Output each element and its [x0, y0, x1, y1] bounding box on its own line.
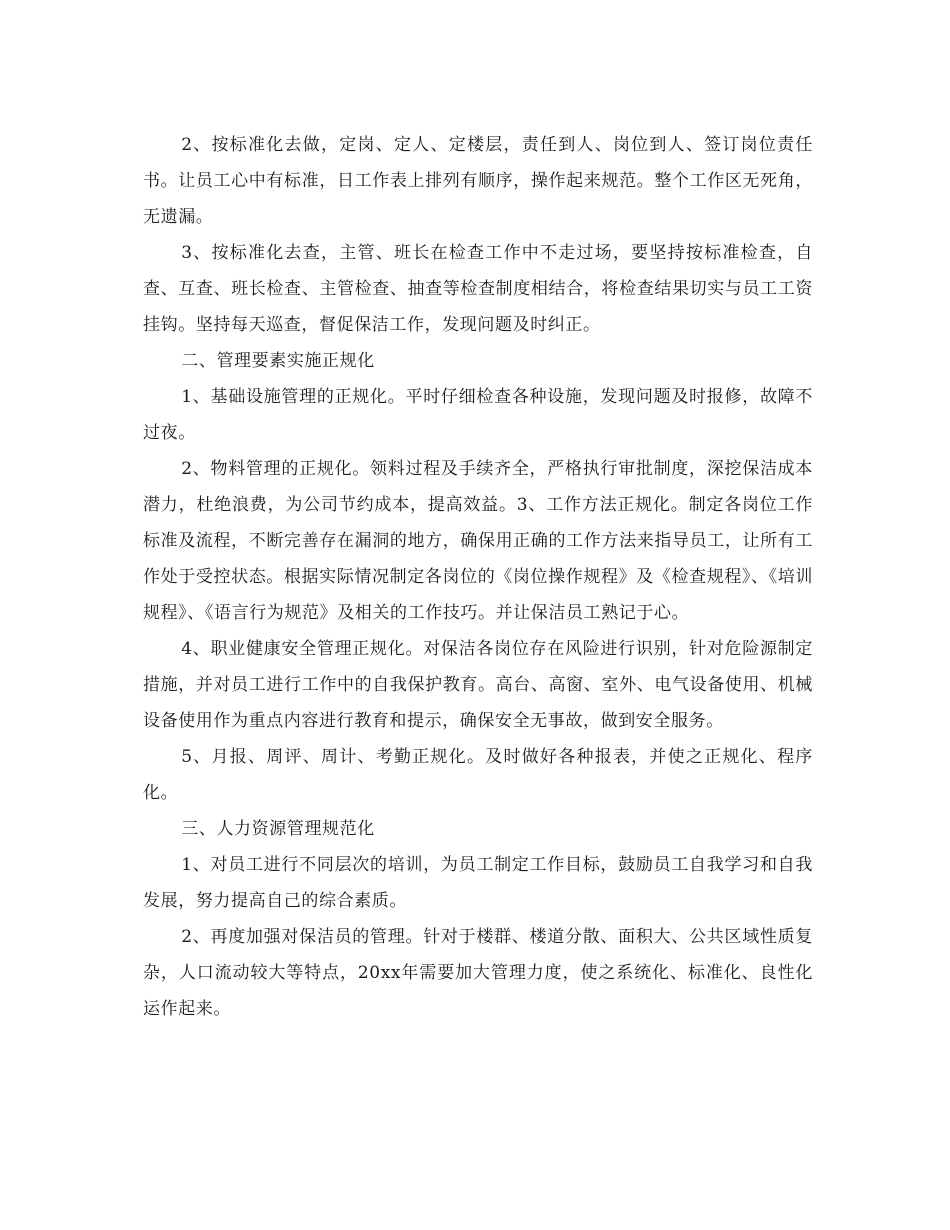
section-heading-human-resources: 三、人力资源管理规范化 — [181, 819, 375, 839]
paragraph-cleaner-management: 2、再度加强对保洁员的管理。针对于楼群、楼道分散、面积大、公共区域性质复杂，人口流动较大等特点，20xx年需要加大管理力度，使之系统化、标准化、良性化运作起来。 — [143, 927, 813, 1019]
document-body — [143, 127, 813, 1027]
paragraph-staff-training: 1、对员工进行不同层次的培训，为员工制定工作目标，鼓励员工自我学习和自我发展，努力提高自己的综合素质。 — [143, 855, 813, 911]
paragraph-occupational-safety: 4、职业健康安全管理正规化。对保洁各岗位存在风险进行识别，针对危险源制定措施，并对员工进行工作中的自我保护教育。高台、高窗、室外、电气设备使用、机械设备使用作为重点内容进行教育和提示，确保安全无事故，做到安全服务。 — [143, 639, 813, 731]
paragraph-standardized-work: 2、按标准化去做，定岗、定人、定楼层，责任到人、岗位到人、签订岗位责任书。让员工心中有标准，日工作表上排列有顺序，操作起来规范。整个工作区无死角，无遗漏。 — [143, 135, 813, 227]
paragraph-standardized-inspection: 3、按标准化去查，主管、班长在检查工作中不走过场，要坚持按标准检查，自查、互查、班长检查、主管检查、抽查等检查制度相结合，将检查结果切实与员工工资挂钩。坚持每天巡查，督促保洁工作，发现问题及时纠正。 — [143, 243, 813, 335]
section-heading-management-elements: 二、管理要素实施正规化 — [181, 351, 375, 371]
paragraph-materials-and-methods: 2、物料管理的正规化。领料过程及手续齐全，严格执行审批制度，深挖保洁成本潜力，杜绝浪费，为公司节约成本，提高效益。3、工作方法正规化。制定各岗位工作标准及流程，不断完善存在漏洞的地方，确保用正确的工作方法来指导员工，让所有工作处于受控状态。根据实际情况制定各岗位的《岗位操作规程》及《检查规程》、《培训规程》、《语言行为规范》及相关的工作技巧。并让保洁员工熟记于心。 — [143, 459, 813, 623]
paragraph-reports-attendance: 5、月报、周评、周计、考勤正规化。及时做好各种报表，并使之正规化、程序化。 — [143, 747, 813, 803]
paragraph-infrastructure-management: 1、基础设施管理的正规化。平时仔细检查各种设施，发现问题及时报修，故障不过夜。 — [143, 387, 813, 443]
